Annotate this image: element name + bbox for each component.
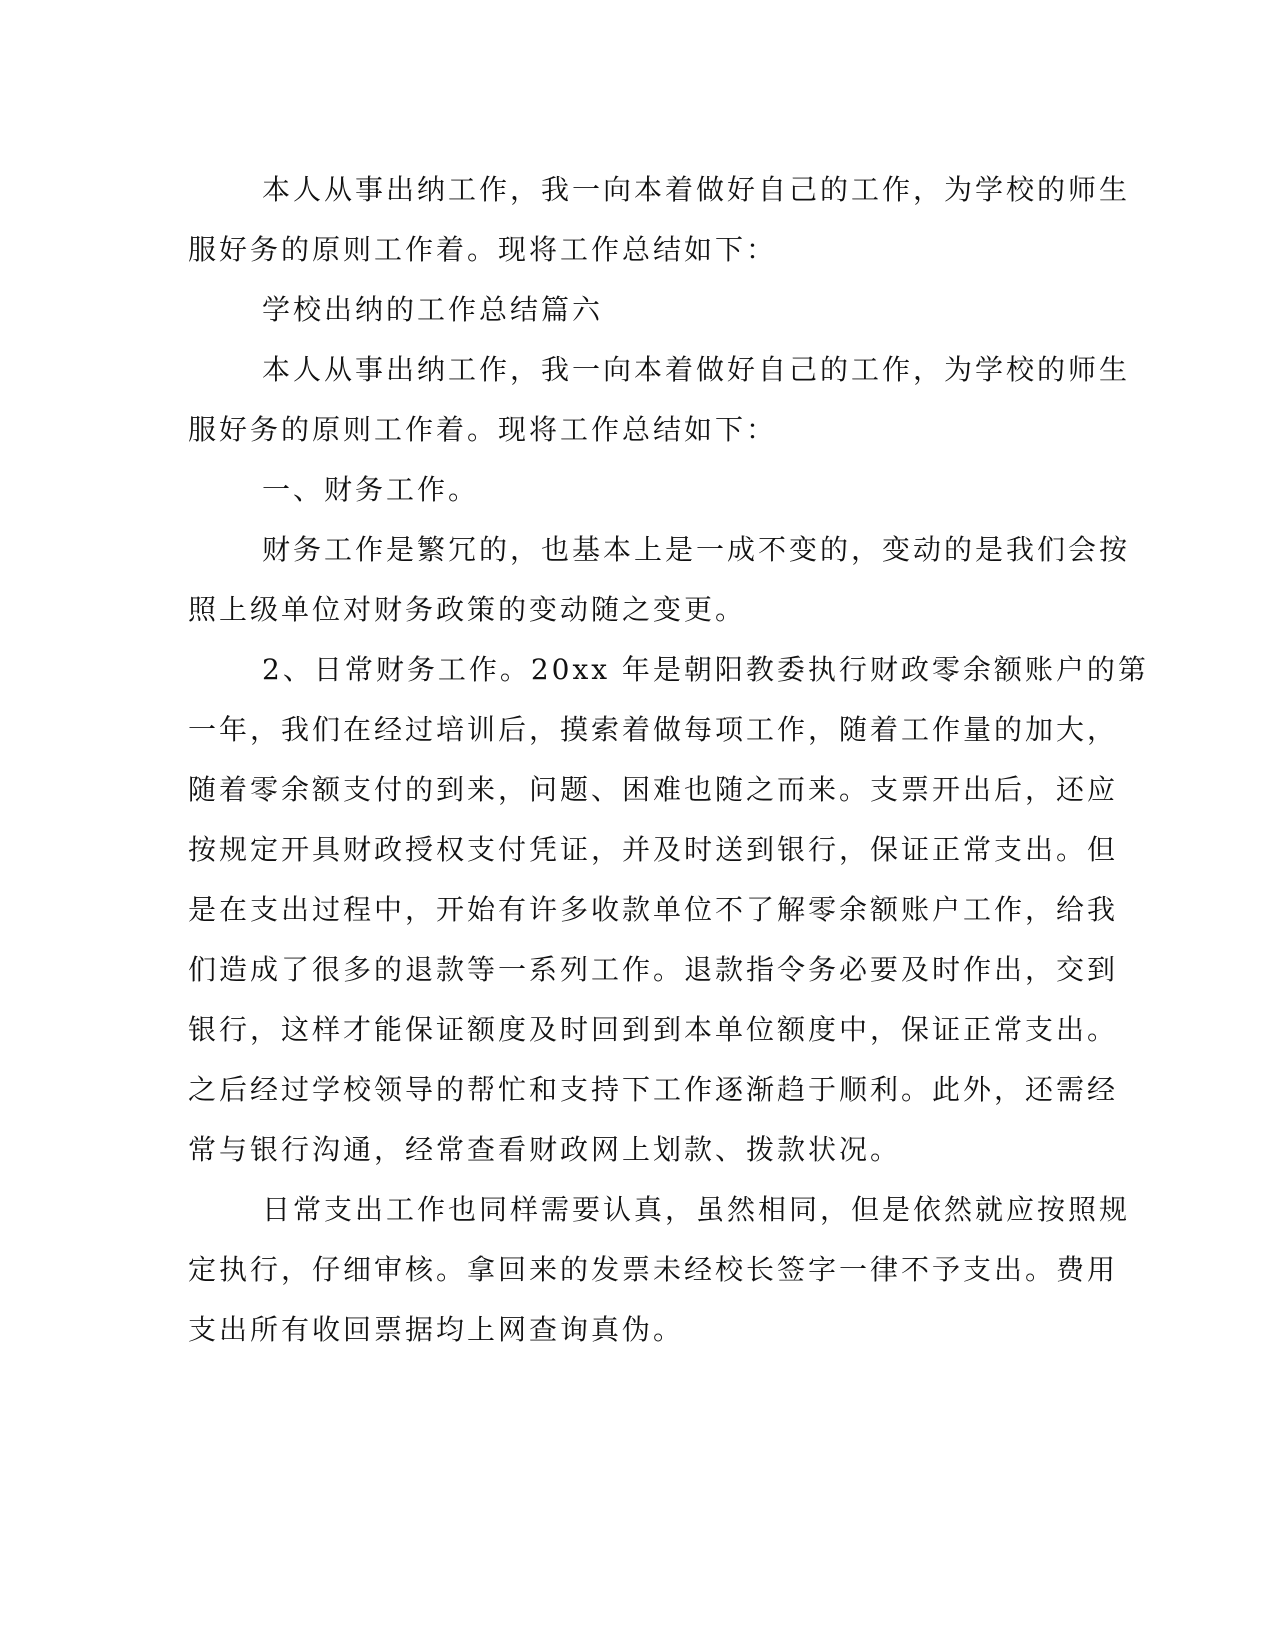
text-line: 随着零余额支付的到来，问题、困难也随之而来。支票开出后，还应 [188,773,1119,806]
text-line: 服好务的原则工作着。现将工作总结如下： [188,233,778,266]
text-line: 之后经过学校领导的帮忙和支持下工作逐渐趋于顺利。此外，还需经 [188,1073,1119,1106]
text-line: 支出所有收回票据均上网查询真伪。 [188,1313,685,1346]
text-line: 按规定开具财政授权支付凭证，并及时送到银行，保证正常支出。但 [188,833,1119,866]
text-line: 是在支出过程中，开始有许多收款单位不了解零余额账户工作，给我 [188,893,1119,926]
text-line: 定执行，仔细审核。拿回来的发票未经校长签字一律不予支出。费用 [188,1253,1119,1286]
text-line: 一年，我们在经过培训后，摸索着做每项工作，随着工作量的加大， [188,713,1119,746]
text-line: 2、日常财务工作。20xx 年是朝阳教委执行财政零余额账户的第 [262,653,1149,686]
text-line: 照上级单位对财务政策的变动随之变更。 [188,593,747,626]
text-line: 本人从事出纳工作，我一向本着做好自己的工作，为学校的师生 [262,353,1131,386]
section-title: 学校出纳的工作总结篇六 [262,293,604,326]
section-heading: 一、财务工作。 [262,473,480,506]
text-line: 常与银行沟通，经常查看财政网上划款、拨款状况。 [188,1133,902,1166]
text-line: 日常支出工作也同样需要认真，虽然相同，但是依然就应按照规 [262,1193,1131,1226]
text-line: 银行，这样才能保证额度及时回到到本单位额度中，保证正常支出。 [188,1013,1119,1046]
text-line: 们造成了很多的退款等一系列工作。退款指令务必要及时作出，交到 [188,953,1119,986]
text-line: 本人从事出纳工作，我一向本着做好自己的工作，为学校的师生 [262,173,1131,206]
text-line: 服好务的原则工作着。现将工作总结如下： [188,413,778,446]
text-line: 财务工作是繁冗的，也基本上是一成不变的，变动的是我们会按 [262,533,1131,566]
document-body [188,160,1149,1360]
